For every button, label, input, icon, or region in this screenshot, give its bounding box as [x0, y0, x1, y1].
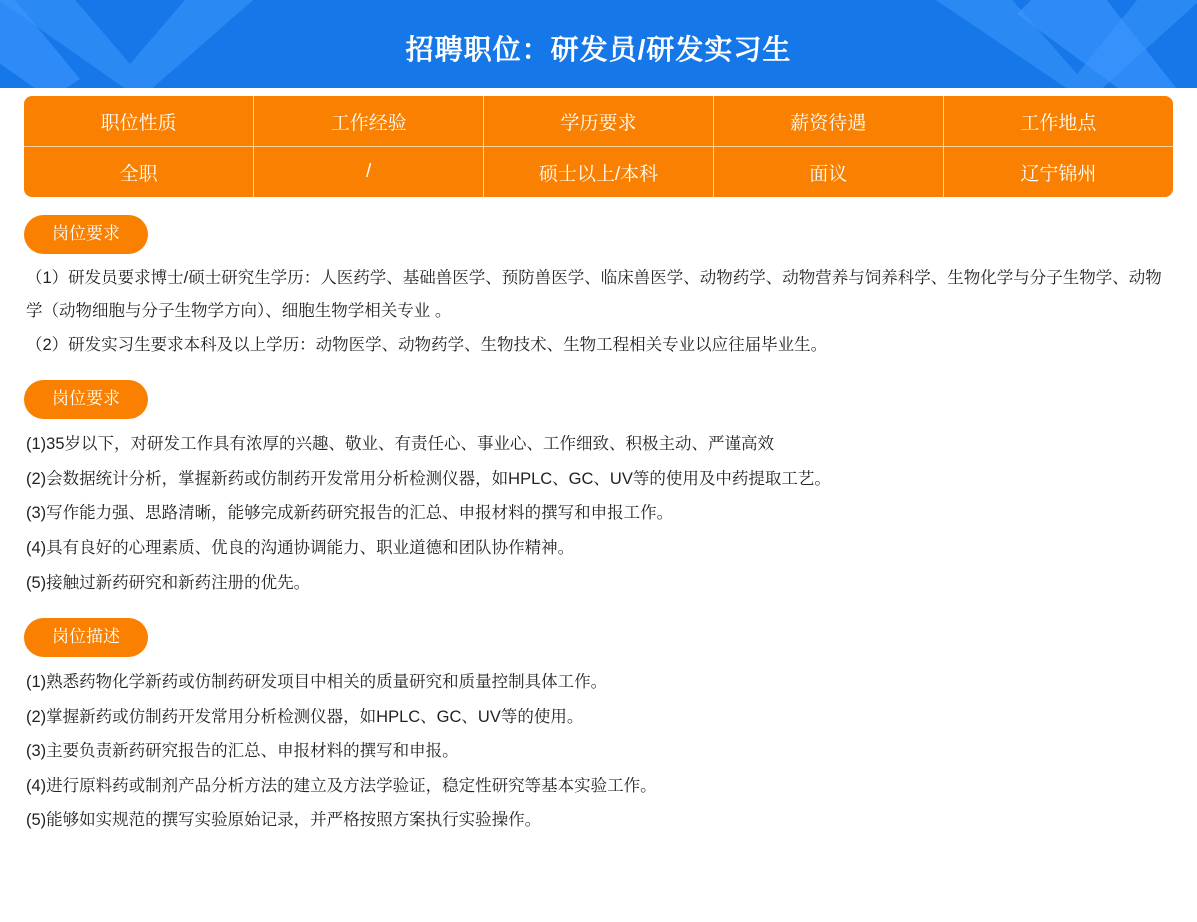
table-cell: /	[254, 147, 484, 198]
section-description	[0, 618, 1197, 838]
section-body	[26, 262, 1171, 363]
page-banner	[0, 0, 1197, 88]
section-line: (5)接触过新药研究和新药注册的优先。	[26, 573, 311, 592]
section-line: (1)熟悉药物化学新药或仿制药研发项目中相关的质量研究和质量控制具体工作。	[26, 672, 608, 691]
table-cell: 面议	[713, 147, 943, 198]
table-header-cell: 工作地点	[943, 96, 1173, 147]
table-cell: 辽宁锦州	[943, 147, 1173, 198]
section-line: （2）研发实习生要求本科及以上学历：动物医学、动物药学、生物技术、生物工程相关专业以应往届毕业生。	[26, 335, 828, 354]
section-line: (1)35岁以下，对研发工作具有浓厚的兴趣、敬业、有责任心、事业心、工作细致、积极主动、严谨高效	[26, 435, 775, 454]
section-requirements-1	[0, 215, 1197, 362]
table-header-cell: 薪资待遇	[713, 96, 943, 147]
section-line: (4)进行原料药或制剂产品分析方法的建立及方法学验证，稳定性研究等基本实验工作。	[26, 776, 657, 795]
section-body	[26, 665, 1171, 838]
section-line: (4)具有良好的心理素质、优良的沟通协调能力、职业道德和团队协作精神。	[26, 538, 575, 557]
section-line: (5)能够如实规范的撰写实验原始记录，并严格按照方案执行实验操作。	[26, 811, 542, 830]
page-title: 招聘职位：研发员/研发实习生	[405, 34, 792, 65]
section-line: (3)主要负责新药研究报告的汇总、申报材料的撰写和申报。	[26, 742, 459, 761]
section-title-badge: 岗位要求	[24, 215, 148, 254]
job-info-table	[24, 96, 1173, 197]
section-title-badge: 岗位要求	[24, 380, 148, 419]
table-header-cell: 学历要求	[484, 96, 714, 147]
section-body	[26, 427, 1171, 600]
table-row	[24, 147, 1173, 198]
table-header-row	[24, 96, 1173, 147]
section-title-badge: 岗位描述	[24, 618, 148, 657]
section-requirements-2	[0, 380, 1197, 600]
section-line: (3)写作能力强、思路清晰，能够完成新药研究报告的汇总、申报材料的撰写和申报工作。	[26, 504, 674, 523]
section-line: (2)会数据统计分析，掌握新药或仿制药开发常用分析检测仪器，如HPLC、GC、UV等的使用及中药提取工艺。	[26, 469, 831, 488]
table-header-cell: 工作经验	[254, 96, 484, 147]
table-header-cell: 职位性质	[24, 96, 254, 147]
table-cell: 硕士以上/本科	[484, 147, 714, 198]
section-line: (2)掌握新药或仿制药开发常用分析检测仪器，如HPLC、GC、UV等的使用。	[26, 707, 584, 726]
section-line: （1）研发员要求博士/硕士研究生学历：人医药学、基础兽医学、预防兽医学、临床兽医学、动物药学、动物营养与饲养科学、生物化学与分子生物学、动物学（动物细胞与分子生物学方向）、细胞生物学相关专业 。	[26, 268, 1162, 320]
table-cell: 全职	[24, 147, 254, 198]
